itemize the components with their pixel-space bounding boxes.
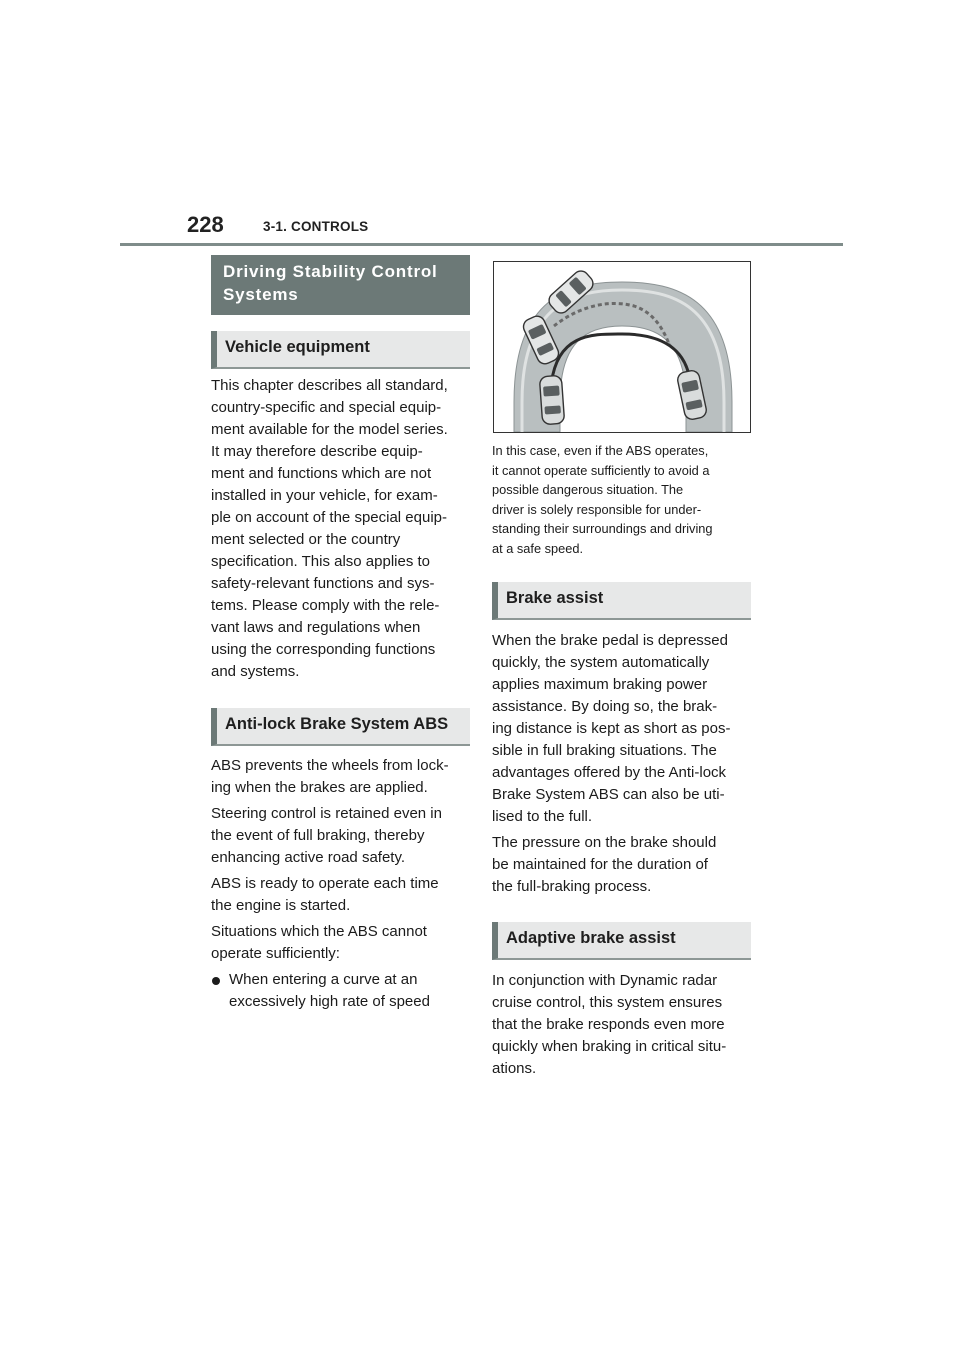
figure-caption: In this case, even if the ABS operates, it cannot operate sufficiently to avoid a possible dangerous situation. The driver is solely responsible for under- standing their surroundings and driving at a safe speed. [492, 443, 713, 556]
car-curve-illustration-icon [494, 262, 750, 432]
page-number: 228 [187, 212, 224, 237]
right-column [492, 255, 751, 1080]
chapter-title: 3-1. CONTROLS [263, 219, 369, 234]
paragraph-abs-1: ABS prevents the wheels from lock- ing when the brakes are applied. [211, 757, 449, 796]
paragraph-vehicle-equipment: This chapter describes all standard, country-specific and special equip- ment available for the model series. It may therefore describe equip- ment and functions which are not installed in your vehicle, for exam- ple on account of the special equip- ment selected or the country specification. This also applies to safety-relevant functions and sys- tems. Please comply with the rele- vant laws and regulations when using the corresponding functions and systems. [211, 377, 448, 680]
paragraph-adaptive-brake-assist: In conjunction with Dynamic radar cruise control, this system ensures that the brake responds even more quickly when braking in critical situ- ations. [492, 972, 727, 1077]
subheading-brake-assist: Brake assist [492, 582, 751, 620]
section-banner: Driving Stability Control Systems [211, 255, 470, 315]
paragraph-abs-2: Steering control is retained even in the event of full braking, thereby enhancing active road safety. [211, 805, 442, 866]
bullet-item: When entering a curve at an excessively high rate of speed [211, 969, 470, 1013]
header-rule [120, 243, 843, 246]
bullet-dot-icon [212, 977, 220, 985]
paragraph-abs-4: Situations which the ABS cannot operate sufficiently: [211, 923, 427, 962]
subheading-abs: Anti-lock Brake System ABS [211, 708, 470, 746]
subheading-adaptive-brake-assist: Adaptive brake assist [492, 922, 751, 960]
paragraph-brake-assist-2: The pressure on the brake should be maintained for the duration of the full-braking process. [492, 834, 717, 895]
paragraph-brake-assist-1: When the brake pedal is depressed quickly, the system automatically applies maximum braking power assistance. By doing so, the brak- ing distance is kept as short as pos- sible in full braking situations. The advantages offered by the Anti-lock Brake System ABS can also be uti- lised to the full. [492, 632, 731, 825]
car-lower-left [539, 375, 564, 424]
figure-frame [493, 261, 751, 433]
paragraph-abs-3: ABS is ready to operate each time the engine is started. [211, 875, 439, 914]
left-column [211, 255, 470, 1013]
subheading-vehicle-equipment: Vehicle equipment [211, 331, 470, 369]
